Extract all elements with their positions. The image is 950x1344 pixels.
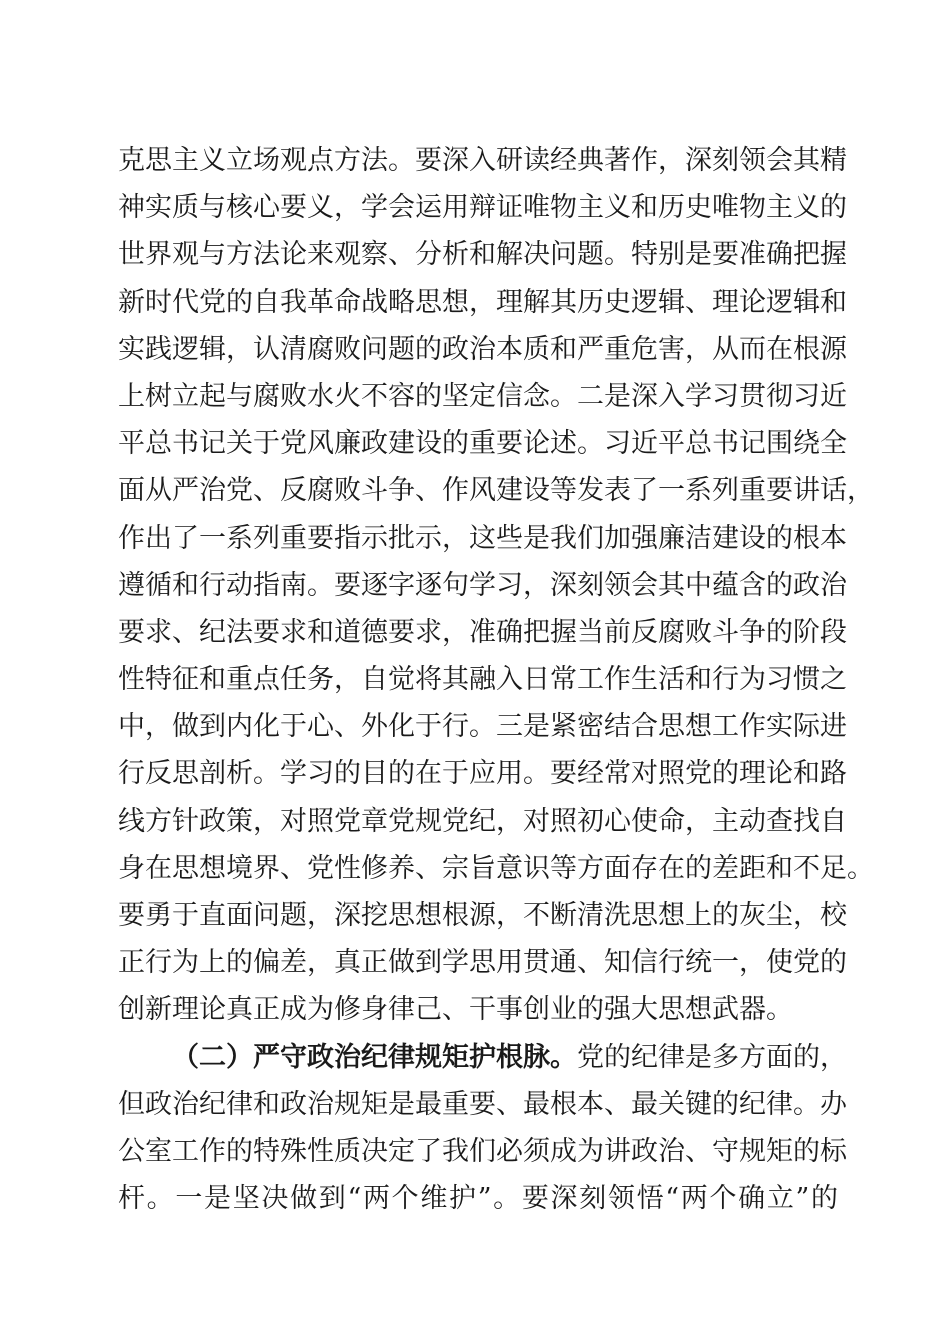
text-line: 公室工作的特殊性质决定了我们必须成为讲政治、守规矩的标 xyxy=(118,1135,847,1167)
text-line: 中，做到内化于心、外化于行。三是紧密结合思想工作实际进 xyxy=(118,711,847,743)
text-line: 神实质与核心要义，学会运用辩证唯物主义和历史唯物主义的 xyxy=(118,192,847,224)
text-line: 性特征和重点任务，自觉将其融入日常工作生活和行为习惯之 xyxy=(118,664,847,696)
text-line: 线方针政策，对照党章党规党纪，对照初心使命，主动查找自 xyxy=(118,805,847,837)
heading-line-text: 党的纪律是多方面的， xyxy=(577,1041,847,1073)
text-line: 身在思想境界、党性修养、宗旨意识等方面存在的差距和不足。 xyxy=(118,852,874,884)
text-line: 上树立起与腐败水火不容的坚定信念。二是深入学习贯彻习近 xyxy=(118,380,847,412)
section-heading-line xyxy=(118,1034,847,1081)
text-line: 创新理论真正成为修身律己、干事创业的强大思想武器。 xyxy=(118,994,793,1026)
text-line: 要勇于直面问题，深挖思想根源，不断清洗思想上的灰尘，校 xyxy=(118,900,847,931)
body-text xyxy=(118,137,874,1222)
text-line: 正行为上的偏差，真正做到学思用贯通、知信行统一，使党的 xyxy=(118,947,847,979)
text-line: 作出了一系列重要指示批示，这些是我们加强廉洁建设的根本 xyxy=(118,522,847,554)
section-heading: （二）严守政治纪律规矩护根脉。 xyxy=(172,1041,577,1073)
text-line: 杆。一是坚决做到“两个维护”。要深刻领悟“两个确立”的 xyxy=(118,1183,838,1215)
text-line: 平总书记关于党风廉政建设的重要论述。习近平总书记围绕全 xyxy=(118,428,847,460)
text-line: 要求、纪法要求和道德要求，准确把握当前反腐败斗争的阶段 xyxy=(118,616,847,648)
text-line: 遵循和行动指南。要逐字逐句学习，深刻领会其中蕴含的政治 xyxy=(118,569,847,601)
text-line: 但政治纪律和政治规矩是最重要、最根本、最关键的纪律。办 xyxy=(118,1088,847,1120)
text-line: 行反思剖析。学习的目的在于应用。要经常对照党的理论和路 xyxy=(118,758,847,790)
text-line: 世界观与方法论来观察、分析和解决问题。特别是要准确把握 xyxy=(118,239,847,271)
text-line: 面从严治党、反腐败斗争、作风建设等发表了一系列重要讲话， xyxy=(118,475,874,507)
text-line: 克思主义立场观点方法。要深入研读经典著作，深刻领会其精 xyxy=(118,145,847,176)
text-line: 新时代党的自我革命战略思想，理解其历史逻辑、理论逻辑和 xyxy=(118,286,847,318)
text-line: 实践逻辑，认清腐败问题的政治本质和严重危害，从而在根源 xyxy=(118,333,847,365)
